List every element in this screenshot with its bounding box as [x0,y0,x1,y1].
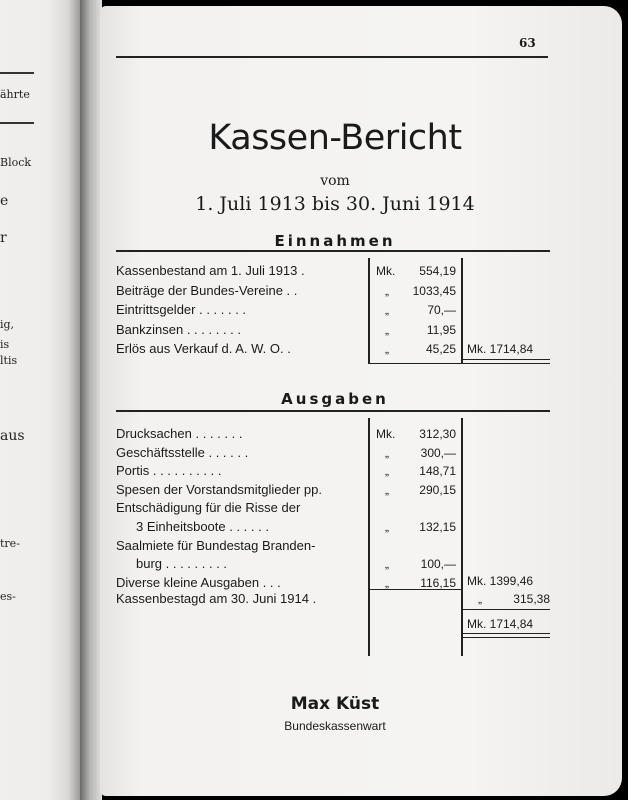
left-page-fragment: is [0,338,10,351]
left-page-rule [0,72,34,74]
book-gutter [80,0,102,800]
table-row-label: Beiträge der Bundes-Vereine . . [116,282,298,298]
table-row-label: Geschäftsstelle . . . . . . [116,444,249,460]
left-page [0,0,80,800]
table-row-label: Spesen der Vorstandsmitglieder pp. [116,481,322,497]
table-row-amount: 45,25 [425,342,456,356]
left-page-fragment: e [0,193,9,209]
ausgaben-sum-line [368,589,463,590]
left-page-fragment: es- [0,590,16,603]
table-row-currency: „ [385,342,389,356]
einnahmen-column-line [461,258,463,364]
table-row-currency: „ [385,557,389,572]
table-row-label: Bankzinsen . . . . . . . . [116,321,241,337]
table-row-currency: „ [385,575,389,590]
table-row-label: Saalmiete für Bundestag Branden- [116,537,316,553]
einnahmen-total: Mk. 1714,84 [467,342,534,356]
table-row-amount: 132,15 [419,520,456,534]
table-row-currency: „ [385,464,389,479]
page-title: Kassen-Bericht [208,118,462,158]
einnahmen-total-line [461,363,550,364]
table-row-amount: 100,— [420,557,456,572]
einnahmen-rule [116,250,550,252]
table-row-amount: 70,— [427,303,456,317]
ausgaben-column-line [461,418,463,656]
signer-name: Max Küst [290,694,380,714]
balance-sum-line [461,609,550,610]
table-row-currency: „ [385,303,389,317]
ausgaben-grand-total: Mk. 1714,84 [467,617,534,631]
table-row-label: Drucksachen . . . . . . . [116,426,243,441]
table-row-currency: „ [385,520,389,534]
table-row-amount: 554,19 [419,264,456,278]
report-period: 1. Juli 1913 bis 30. Juni 1914 [195,193,475,215]
table-row-label: 3 Einheitsboote . . . . . . [136,519,269,534]
left-page-fragment: ltis [0,354,18,367]
page-number: 63 [519,36,536,50]
table-row-amount: 116,15 [420,575,456,590]
table-row-amount: 312,30 [419,427,456,441]
left-page-fragment: r [0,230,7,246]
header-rule [116,56,548,58]
table-row-label: Kassenbestand am 1. Juli 1913 . [116,263,305,278]
grand-total-line [461,637,550,638]
einnahmen-total-line [461,359,550,360]
einnahmen-heading: Einnahmen [274,232,396,250]
book-page [100,6,622,796]
table-row-label: Portis . . . . . . . . . . [116,463,222,479]
left-page-fragment: ig, [0,318,15,331]
left-page-fragment: ährte [0,88,30,101]
table-row-label: Erlös aus Verkauf d. A. W. O. . [116,341,291,356]
left-page-fragment: Block [0,156,32,169]
table-row-label: Entschädigung für die Risse der [116,500,301,516]
signer-role: Bundeskassenwart [284,719,386,733]
table-row-currency: „ [385,283,389,298]
ausgaben-column-line [368,418,370,656]
table-row-currency: „ [385,482,389,497]
einnahmen-column-line [368,258,370,364]
grand-total-line [461,633,550,634]
balance-label: Kassenbestagd am 30. Juni 1914 . [116,591,317,606]
ausgaben-heading: Ausgaben [281,390,389,408]
table-row-label: Eintrittsgelder . . . . . . . [116,302,247,317]
table-row-label: burg . . . . . . . . . [136,556,228,572]
table-row-amount: 290,15 [419,482,456,497]
table-row-amount: 300,— [420,445,456,460]
left-page-rule [0,122,34,124]
table-row-amount: 1033,45 [412,283,456,298]
left-page-fragment: aus [0,428,25,444]
table-row-currency: „ [385,322,389,337]
balance-amount: 315,38 [513,592,550,606]
table-row-currency: „ [385,445,389,460]
table-row-currency: Mk. [376,264,396,278]
table-row-amount: 11,95 [426,322,456,337]
ausgaben-subtotal: Mk. 1399,46 [467,574,534,588]
left-page-fragment: tre- [0,537,20,550]
balance-currency: „ [478,592,482,606]
ausgaben-rule [116,410,550,412]
einnahmen-sum-line [368,363,463,364]
subtitle-vom: vom [320,173,350,189]
table-row-currency: Mk. [376,427,396,441]
table-row-label: Diverse kleine Ausgaben . . . [116,574,281,590]
table-row-amount: 148,71 [419,464,456,479]
